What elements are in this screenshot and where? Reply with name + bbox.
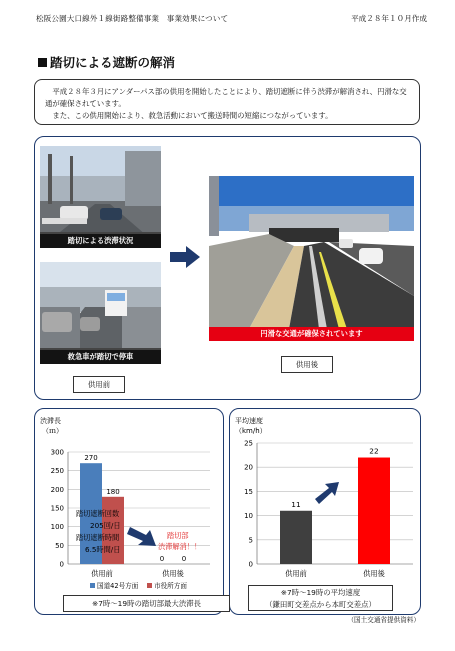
square-bullet-icon bbox=[38, 58, 47, 67]
intro-line-1: 平成２８年３月にアンダーパス部の供用を開始したことにより、踏切遮断に伴う渋滞が解消され、円滑な交通が確保されています。 bbox=[45, 87, 407, 108]
data-label: 180 bbox=[106, 487, 120, 496]
intro-line-2: また、この供用開始により、救急活動において搬送時間の短縮につながっています。 bbox=[52, 111, 333, 120]
up-right-arrow-icon bbox=[315, 482, 339, 504]
x-tick-label: 供用後 bbox=[162, 569, 184, 578]
x-tick-label: 供用前 bbox=[91, 569, 113, 578]
y-axis-label-line2: （ｍ） bbox=[42, 427, 63, 435]
speed-note-line-1: ※7時～19時の平均速度 bbox=[280, 588, 361, 597]
railway-crossing-photo bbox=[40, 146, 161, 248]
data-label: 22 bbox=[369, 446, 379, 456]
y-tick-label: 15 bbox=[244, 487, 253, 496]
y-tick-label: 200 bbox=[50, 485, 64, 494]
source-credit: （国土交通省提供資料） bbox=[347, 616, 420, 624]
y-tick-label: 150 bbox=[50, 504, 64, 513]
down-right-arrow-icon bbox=[127, 527, 156, 546]
speed-y-axis-label-line1: 平均速度 bbox=[235, 417, 263, 425]
ambulance-image bbox=[40, 262, 161, 364]
section-title-text: 踏切による遮断の解消 bbox=[50, 55, 176, 70]
underpass-image bbox=[209, 176, 414, 329]
y-tick-label: 20 bbox=[244, 463, 253, 472]
before-top-caption: 踏切による渋滞状況 bbox=[40, 234, 161, 248]
annotation-line-2: 205回/日 bbox=[90, 521, 121, 530]
speed-note bbox=[248, 585, 393, 611]
y-tick-label: 50 bbox=[55, 541, 64, 550]
y-tick-label: 100 bbox=[50, 523, 64, 532]
legend-label-1: 国道42号方面 bbox=[97, 582, 139, 590]
y-tick-label: 250 bbox=[50, 467, 64, 476]
data-label: 0 bbox=[159, 555, 165, 563]
callout-line-2: 渋滞解消！！ bbox=[158, 542, 202, 551]
right-arrow-icon bbox=[170, 246, 200, 268]
before-label: 供用前 bbox=[73, 376, 125, 393]
y-tick-label: 25 bbox=[244, 439, 253, 448]
bar bbox=[280, 511, 312, 564]
y-tick-label: 300 bbox=[50, 448, 64, 457]
speed-note-line-2: （鎌田町交差点から本町交差点） bbox=[265, 600, 376, 609]
y-tick-label: 10 bbox=[244, 512, 253, 521]
legend-label-2: 市役所方面 bbox=[154, 582, 187, 590]
annotation-line-1: 踏切遮断回数 bbox=[76, 509, 120, 518]
intro-box bbox=[34, 79, 420, 125]
legend-swatch-2 bbox=[147, 583, 152, 588]
y-axis-label-line1: 渋滞長 bbox=[40, 417, 61, 425]
y-tick-label: 0 bbox=[248, 560, 253, 569]
section-title bbox=[38, 53, 175, 71]
congestion-note: ※7時～19時の踏切部最大渋滞長 bbox=[63, 595, 230, 612]
speed-y-axis-label-line2: （km/h） bbox=[235, 427, 267, 435]
document-date: 平成２８年１０月作成 bbox=[351, 14, 427, 23]
congestion-length-chart bbox=[34, 408, 224, 615]
after-label: 供用後 bbox=[281, 356, 333, 373]
data-label: 270 bbox=[84, 454, 98, 463]
underpass-photo bbox=[209, 176, 414, 329]
before-bottom-caption: 救急車が踏切で停車 bbox=[40, 350, 161, 364]
bar bbox=[358, 458, 390, 564]
annotation-line-4: 6.5時間/日 bbox=[85, 545, 121, 554]
ambulance-photo bbox=[40, 262, 161, 364]
after-caption: 円滑な交通が確保されています bbox=[209, 327, 414, 341]
y-tick-label: 0 bbox=[59, 560, 64, 569]
x-tick-label: 供用前 bbox=[285, 569, 307, 578]
data-label: 0 bbox=[181, 555, 187, 563]
x-tick-label: 供用後 bbox=[363, 569, 385, 578]
callout-line-1: 踏切部 bbox=[167, 531, 189, 540]
data-label: 11 bbox=[291, 499, 301, 509]
legend-swatch-1 bbox=[90, 583, 95, 588]
annotation-line-3: 踏切遮断時間 bbox=[76, 533, 120, 542]
y-tick-label: 5 bbox=[248, 536, 253, 545]
average-speed-chart bbox=[229, 408, 421, 615]
railway-crossing-image bbox=[40, 146, 161, 248]
document-header: 松阪公園大口線外１線街路整備事業 事業効果について bbox=[36, 14, 229, 23]
